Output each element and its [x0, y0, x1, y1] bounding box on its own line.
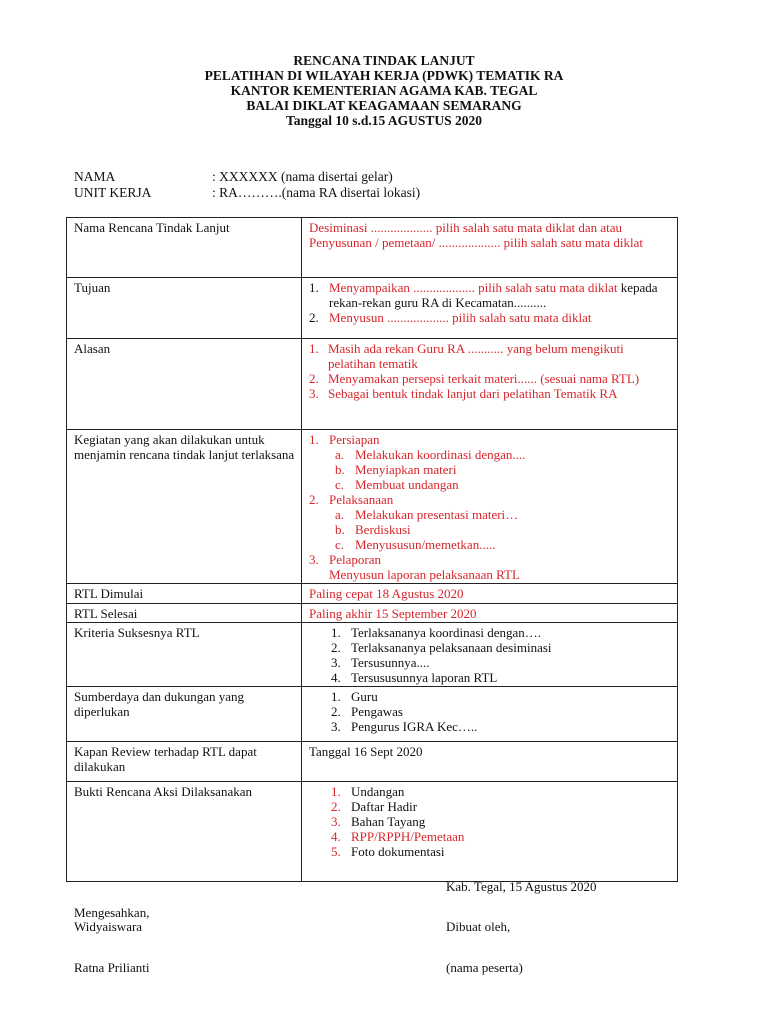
- value-sumberdaya: [302, 687, 678, 742]
- kegiatan-1c-num: c.: [335, 477, 345, 492]
- kegiatan-2b-num: b.: [335, 522, 345, 537]
- tujuan-text-2: Menyusun ................... pilih salah satu mata diklat: [329, 310, 592, 325]
- value-selesai: Paling akhir 15 September 2020: [302, 604, 678, 623]
- sumberdaya-num-1: 1.: [331, 689, 341, 704]
- sumberdaya-text-3: Pengurus IGRA Kec…..: [351, 719, 478, 734]
- kegiatan-group-2: [309, 492, 671, 507]
- kegiatan-2c-text: Menyususun/memetkan.....: [355, 537, 496, 552]
- value-kriteria: [302, 623, 678, 687]
- sumberdaya-item-3: [309, 719, 671, 734]
- bukti-text-4: RPP/RPPH/Pemetaan: [351, 829, 465, 844]
- kegiatan-title-1: Persiapan: [329, 432, 380, 447]
- label-kriteria: Kriteria Suksesnya RTL: [67, 623, 302, 687]
- nama-value: : XXXXXX (nama disertai gelar): [212, 169, 393, 184]
- label-dimulai: RTL Dimulai: [67, 584, 302, 604]
- kriteria-item-3: [309, 655, 671, 670]
- bukti-text-3: Bahan Tayang: [351, 814, 426, 829]
- unit-value: : RA……….(nama RA disertai lokasi): [212, 185, 421, 200]
- kriteria-num-3: 3.: [331, 655, 341, 670]
- label-alasan: Alasan: [67, 339, 302, 430]
- tujuan-item-1: [309, 280, 671, 310]
- heading-line-5: Tanggal 10 s.d.15 AGUSTUS 2020: [285, 113, 483, 128]
- row-bukti: [67, 782, 678, 882]
- kegiatan-group-1: [309, 432, 671, 447]
- bukti-text-1: Undangan: [351, 784, 405, 799]
- row-selesai: [67, 604, 678, 623]
- kriteria-item-2: [309, 640, 671, 655]
- kegiatan-2c-num: c.: [335, 537, 345, 552]
- row-dimulai: [67, 584, 678, 604]
- label-tujuan: Tujuan: [67, 278, 302, 339]
- kriteria-num-1: 1.: [331, 625, 341, 640]
- kegiatan-2b: [309, 522, 671, 537]
- bukti-num-1: 1.: [331, 784, 341, 799]
- tujuan-text-1-black: kepada rekan-rekan guru RA di Kecamatan..........: [329, 280, 658, 310]
- heading-line-4: BALAI DIKLAT KEAGAMAAN SEMARANG: [246, 98, 522, 113]
- heading-line-2: PELATIHAN DI WILAYAH KERJA (PDWK) TEMATIK RA: [204, 68, 564, 83]
- kegiatan-1a-num: a.: [335, 447, 345, 462]
- kegiatan-1c: [309, 477, 671, 492]
- row-kegiatan: [67, 430, 678, 584]
- bukti-item-2: [309, 799, 671, 814]
- row-sumberdaya: [67, 687, 678, 742]
- alasan-text-3: Sebagai bentuk tindak lanjut dari pelatihan Tematik RA: [328, 386, 618, 401]
- nama-rtl-line-1: Desiminasi ................... pilih salah satu mata diklat dan atau: [309, 220, 623, 235]
- sumberdaya-item-1: [309, 689, 671, 704]
- value-bukti: [302, 782, 678, 882]
- signer-right: (nama peserta): [446, 960, 523, 975]
- document-heading: [0, 53, 768, 128]
- bukti-text-2: Daftar Hadir: [351, 799, 418, 814]
- rtl-table: [66, 217, 678, 882]
- sumberdaya-text-1: Guru: [351, 689, 378, 704]
- place-date: Kab. Tegal, 15 Agustus 2020: [446, 879, 597, 894]
- tujuan-text-1: [329, 280, 671, 310]
- kegiatan-title-3: Pelaporan: [329, 552, 381, 567]
- kegiatan-group-3: [309, 552, 671, 567]
- tujuan-text-1-red: Menyampaikan ................... pilih salah satu mata diklat: [329, 280, 618, 295]
- bukti-num-3: 3.: [331, 814, 341, 829]
- kriteria-item-1: [309, 625, 671, 640]
- row-kriteria: [67, 623, 678, 687]
- bukti-text-5: Foto dokumentasi: [351, 844, 445, 859]
- value-kegiatan: [302, 430, 678, 584]
- bukti-num-4: 4.: [331, 829, 341, 844]
- tujuan-item-2: [309, 310, 671, 325]
- kegiatan-num-1: 1.: [309, 432, 319, 447]
- kriteria-num-4: 4.: [331, 670, 341, 685]
- value-tujuan: [302, 278, 678, 339]
- kriteria-item-4: [309, 670, 671, 685]
- bukti-item-1: [309, 784, 671, 799]
- bukti-item-5: [309, 844, 671, 859]
- kegiatan-1c-text: Membuat undangan: [355, 477, 459, 492]
- alasan-text-2: Menyamakan persepsi terkait materi...... (sesuai nama RTL): [328, 371, 640, 386]
- bukti-num-2: 2.: [331, 799, 341, 814]
- value-review: Tanggal 16 Sept 2020: [302, 742, 678, 782]
- tujuan-num-2: 2.: [309, 310, 319, 325]
- kriteria-text-2: Terlaksananya pelaksanaan desiminasi: [351, 640, 552, 655]
- label-sumberdaya: Sumberdaya dan dukungan yang diperlukan: [67, 687, 302, 742]
- kegiatan-title-2: Pelaksanaan: [329, 492, 394, 507]
- kegiatan-2a-num: a.: [335, 507, 345, 522]
- alasan-num-3: 3.: [309, 386, 319, 401]
- nama-rtl-line-2: Penyusunan / pemetaan/ ................... pilih salah satu mata diklat: [309, 235, 643, 250]
- label-selesai: RTL Selesai: [67, 604, 302, 623]
- sumberdaya-item-2: [309, 704, 671, 719]
- alasan-text-1: Masih ada rekan Guru RA ........... yang belum mengikuti pelatihan tematik: [328, 341, 624, 371]
- nama-label: NAMA: [74, 169, 116, 184]
- tujuan-num-1: 1.: [309, 280, 319, 295]
- kegiatan-1b: [309, 462, 671, 477]
- kegiatan-2a-text: Melakukan presentasi materi…: [355, 507, 519, 522]
- kegiatan-num-3: 3.: [309, 552, 319, 567]
- alasan-num-2: 2.: [309, 371, 319, 386]
- widyaiswara-label: Widyaiswara: [74, 919, 143, 934]
- mengesahkan-label: Mengesahkan,: [74, 905, 150, 920]
- kegiatan-1a: [309, 447, 671, 462]
- row-alasan: [67, 339, 678, 430]
- alasan-item-3: [309, 386, 671, 401]
- row-tujuan: [67, 278, 678, 339]
- value-alasan: [302, 339, 678, 430]
- sumberdaya-num-2: 2.: [331, 704, 341, 719]
- bukti-item-4: [309, 829, 671, 844]
- row-nama-rtl: [67, 218, 678, 278]
- kriteria-text-4: Tersususunnya laporan RTL: [351, 670, 498, 685]
- label-nama-rtl: Nama Rencana Tindak Lanjut: [67, 218, 302, 278]
- kegiatan-1b-num: b.: [335, 462, 345, 477]
- kegiatan-num-2: 2.: [309, 492, 319, 507]
- dibuat-label: Dibuat oleh,: [446, 919, 511, 934]
- alasan-num-1: 1.: [309, 341, 319, 356]
- value-nama-rtl: [302, 218, 678, 278]
- heading-line-1: RENCANA TINDAK LANJUT: [293, 53, 475, 68]
- bukti-item-3: [309, 814, 671, 829]
- unit-label: UNIT KERJA: [74, 185, 152, 200]
- heading-line-3: KANTOR KEMENTERIAN AGAMA KAB. TEGAL: [230, 83, 538, 98]
- kegiatan-3-text: Menyusun laporan pelaksanaan RTL: [329, 567, 520, 582]
- row-review: [67, 742, 678, 782]
- kegiatan-2a: [309, 507, 671, 522]
- kriteria-num-2: 2.: [331, 640, 341, 655]
- kriteria-text-1: Terlaksananya koordinasi dengan….: [351, 625, 542, 640]
- label-bukti: Bukti Rencana Aksi Dilaksanakan: [67, 782, 302, 882]
- signer-left: Ratna Prilianti: [74, 960, 150, 975]
- value-dimulai: Paling cepat 18 Agustus 2020: [302, 584, 678, 604]
- bukti-num-5: 5.: [331, 844, 341, 859]
- kegiatan-1b-text: Menyiapkan materi: [355, 462, 457, 477]
- identity-unit: [74, 185, 420, 201]
- label-review: Kapan Review terhadap RTL dapat dilakukan: [67, 742, 302, 782]
- alasan-item-1: [309, 341, 671, 371]
- identity-nama: [74, 169, 393, 185]
- kegiatan-2c: [309, 537, 671, 552]
- kegiatan-2b-text: Berdiskusi: [355, 522, 411, 537]
- kegiatan-1a-text: Melakukan koordinasi dengan....: [355, 447, 526, 462]
- sumberdaya-num-3: 3.: [331, 719, 341, 734]
- sumberdaya-text-2: Pengawas: [351, 704, 403, 719]
- alasan-item-2: [309, 371, 671, 386]
- kriteria-text-3: Tersusunnya....: [351, 655, 430, 670]
- label-kegiatan: Kegiatan yang akan dilakukan untuk menjamin rencana tindak lanjut terlaksana: [67, 430, 302, 584]
